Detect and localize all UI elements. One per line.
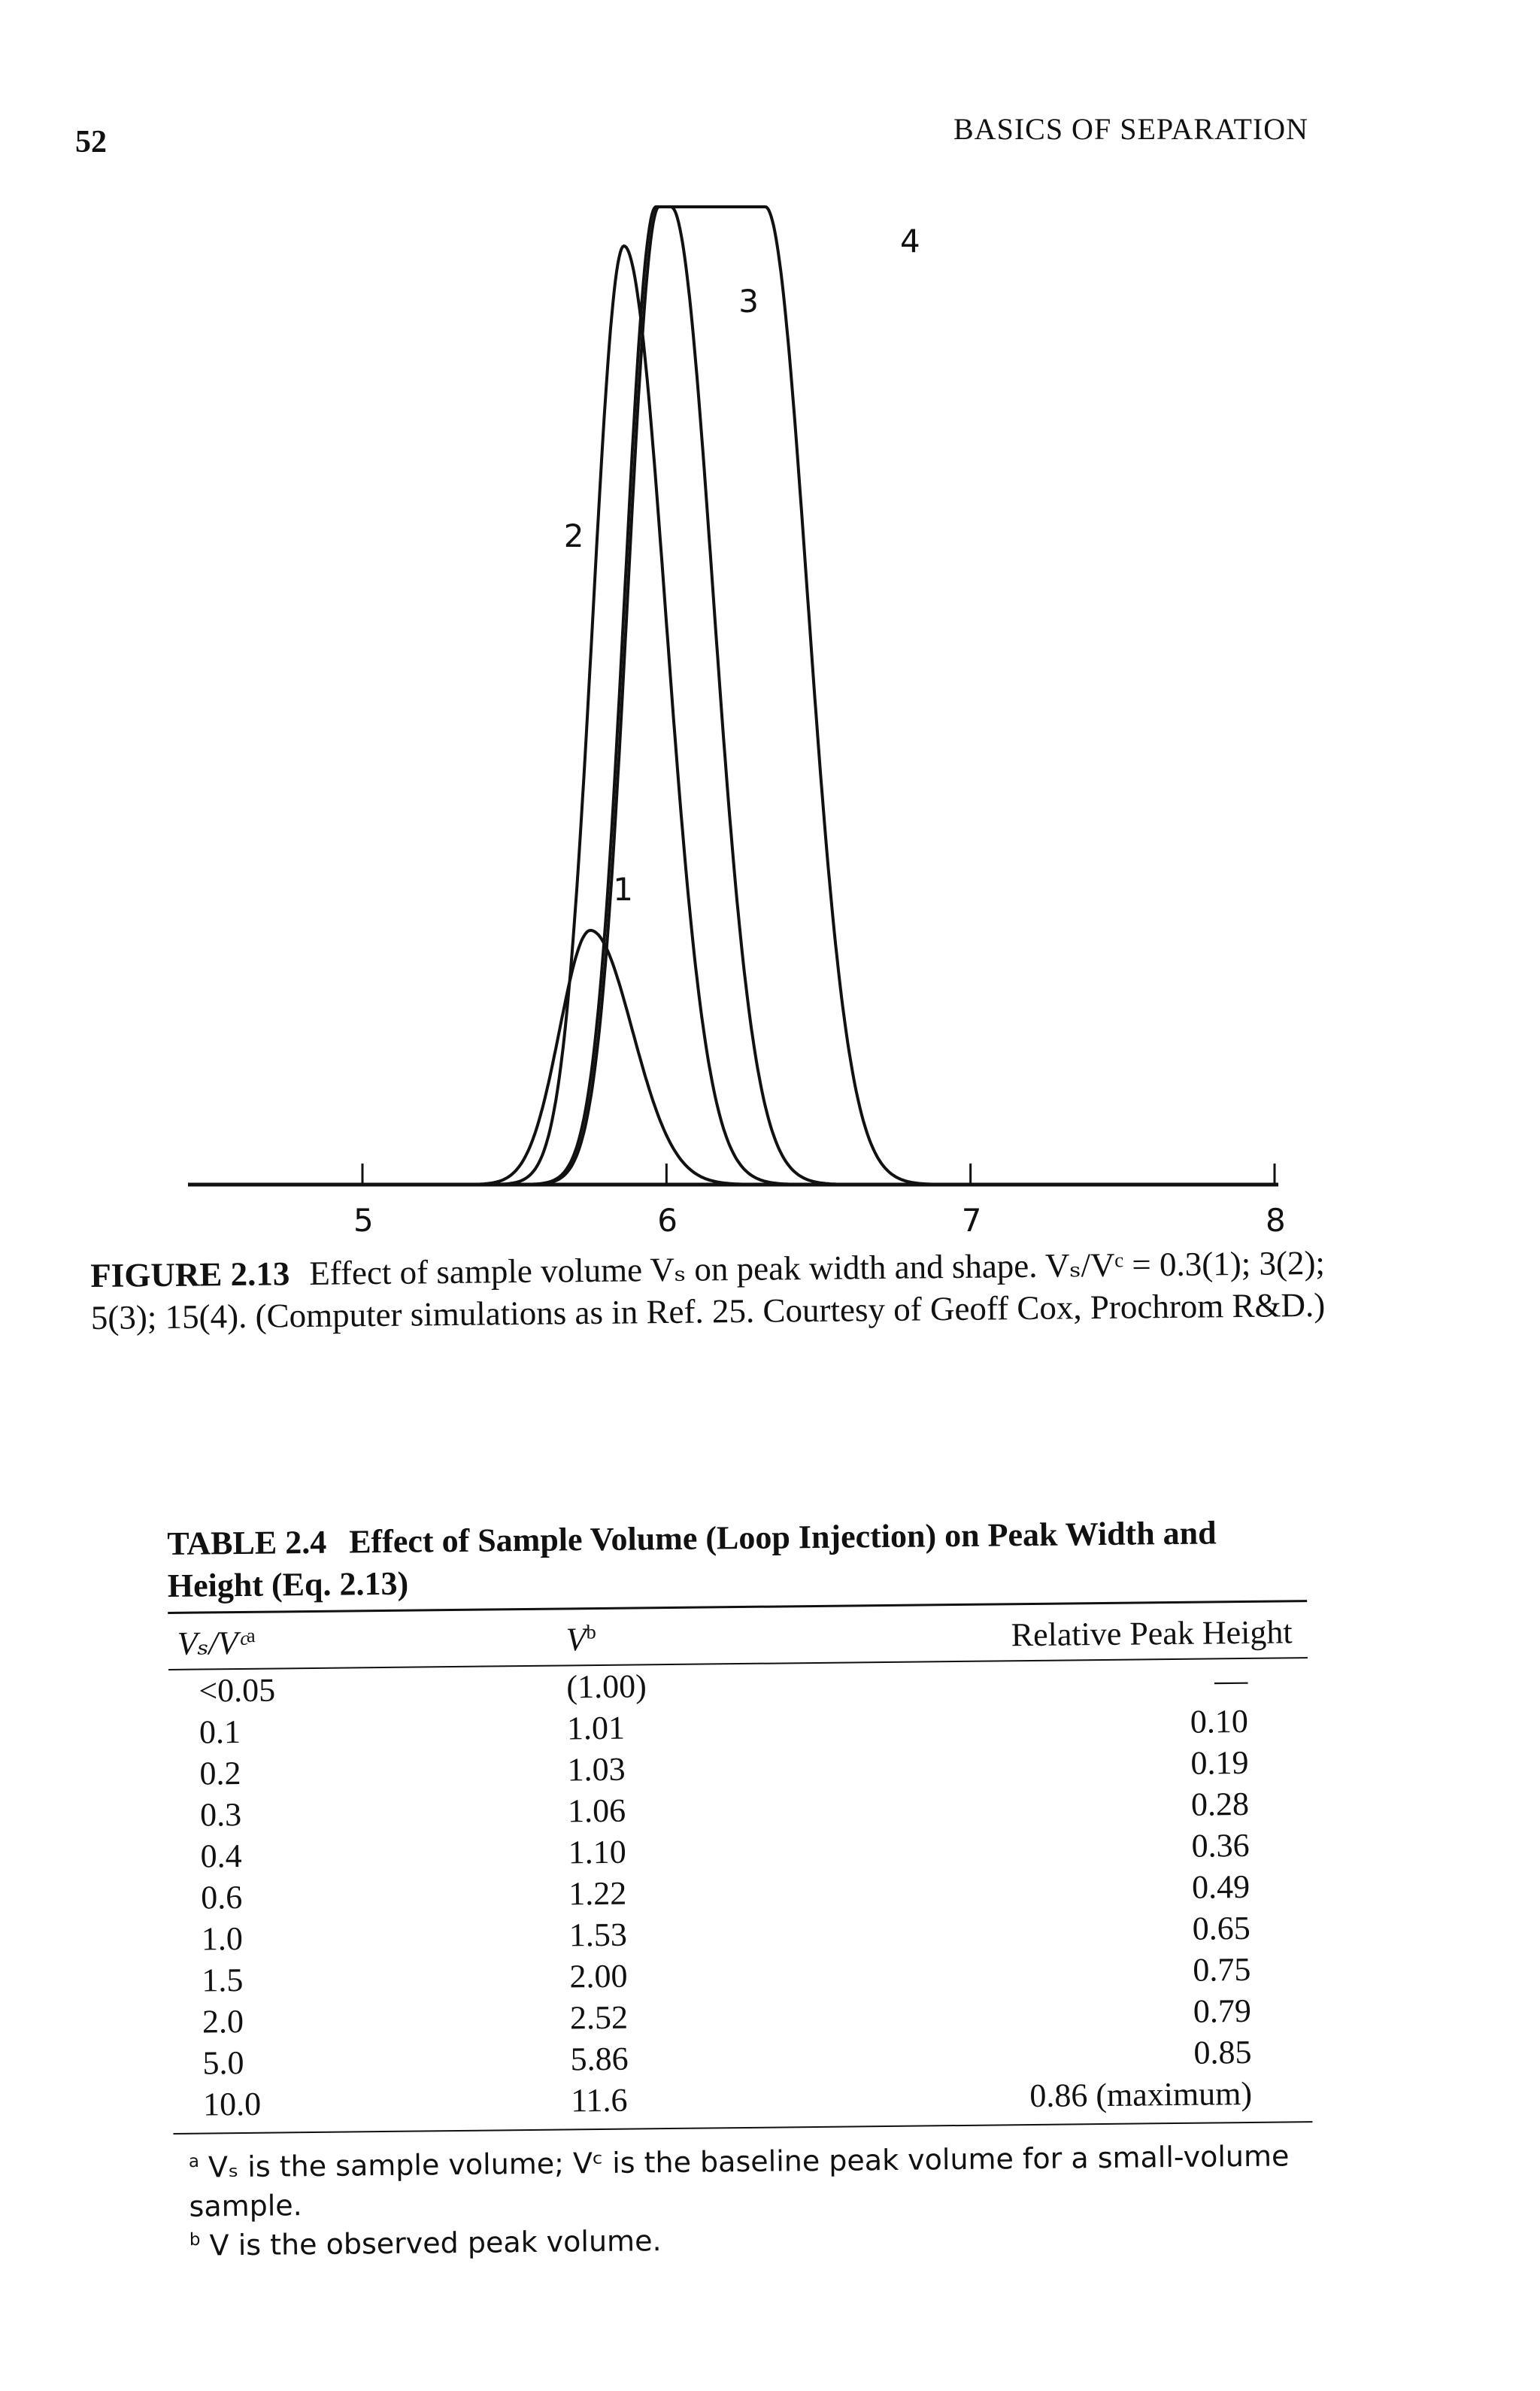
cell-ratio: 0.6: [200, 1878, 243, 1916]
cell-ratio: 0.1: [199, 1713, 241, 1751]
x-tick-label-8: 8: [1266, 1202, 1286, 1239]
curve-label-2: 2: [563, 517, 584, 554]
running-head: BASICS OF SEPARATION: [953, 112, 1308, 146]
peak-table: [168, 1602, 1312, 2126]
cell-height: 0.49: [1191, 1868, 1250, 1906]
table-label: TABLE 2.4: [167, 1523, 327, 1562]
cell-height: 0.79: [1193, 1992, 1252, 2030]
table-title: [167, 1511, 1307, 1607]
peak-curve-1: [423, 930, 1093, 1185]
cell-volume: 1.03: [567, 1750, 626, 1789]
table-footnotes: [174, 2136, 1314, 2265]
x-axis: [188, 1164, 1286, 1239]
cell-volume: 1.22: [568, 1874, 627, 1913]
cell-ratio: 0.3: [199, 1795, 242, 1834]
peak-curve-3: [423, 207, 1093, 1185]
figure-caption-text: Effect of sample volume Vₛ on peak width and shape. Vₛ/Vᶜ = 0.3(1); 3(2); 5(3); 15(4). (Computer simulations as in Ref. 25. Courtesy of Geoff Cox, Prochrom R&D.): [90, 1243, 1326, 1337]
table-title-text: Effect of Sample Volume (Loop Injection) on Peak Width and Height (Eq. 2.13): [167, 1514, 1217, 1604]
curve-label-3: 3: [738, 283, 759, 320]
cell-volume: 2.00: [569, 1957, 628, 1995]
figure-label: FIGURE 2.13: [90, 1255, 290, 1294]
cell-height: 0.10: [1190, 1702, 1249, 1740]
column-header-volume: $V^b$: [565, 1620, 596, 1658]
footnote-a: $^a$ Vₛ is the sample volume; Vᶜ is the baseline peak volume for a small-volume sample.: [188, 2139, 1290, 2223]
cell-volume: 5.86: [570, 2040, 629, 2078]
cell-volume: 11.6: [570, 2081, 628, 2119]
x-tick-label-6: 6: [657, 1202, 678, 1239]
cell-height: 0.36: [1191, 1826, 1250, 1865]
cell-height: 0.19: [1190, 1743, 1249, 1782]
cell-volume: 2.52: [569, 1998, 629, 2037]
peak-curves: [423, 207, 1093, 1185]
cell-ratio: 1.5: [202, 1961, 244, 1999]
peak-curve-4: [423, 207, 1093, 1185]
cell-height: 0.28: [1190, 1785, 1250, 1823]
curve-label-1: 1: [613, 871, 634, 908]
cell-ratio: 10.0: [202, 2085, 262, 2123]
cell-ratio: 0.4: [200, 1837, 242, 1875]
cell-height: 0.65: [1192, 1909, 1250, 1947]
cell-height: 0.86 (maximum): [1029, 2074, 1253, 2115]
table-body: [168, 1658, 1312, 2126]
x-tick-label-7: 7: [961, 1202, 982, 1239]
footnote-b: $^b$ V is the observed peak volume.: [189, 2224, 662, 2262]
curve-label-4: 4: [900, 223, 920, 259]
cell-ratio: <0.05: [199, 1671, 276, 1710]
cell-ratio: 0.2: [199, 1754, 241, 1792]
peak-curve-2: [423, 246, 1093, 1185]
cell-height: 0.85: [1193, 2033, 1252, 2071]
cell-height: —: [1214, 1661, 1248, 1699]
page-number: 52: [75, 125, 107, 159]
cell-ratio: 2.0: [202, 2002, 244, 2041]
cell-volume: (1.00): [566, 1667, 647, 1706]
cell-volume: 1.06: [567, 1792, 626, 1830]
cell-volume: 1.01: [566, 1709, 626, 1747]
figure-caption: [90, 1241, 1377, 1339]
column-header-ratio: Vₛ/Vᶜ$^a$: [177, 1624, 256, 1662]
column-header-height: Relative Peak Height: [1011, 1613, 1293, 1654]
cell-volume: 1.53: [568, 1916, 628, 1954]
cell-height: 0.75: [1193, 1950, 1251, 1989]
cell-volume: 1.10: [568, 1833, 626, 1871]
x-tick-label-5: 5: [353, 1202, 374, 1239]
cell-ratio: 5.0: [202, 2044, 244, 2082]
cell-ratio: 1.0: [201, 1919, 244, 1958]
table-block: [167, 1511, 1314, 2265]
